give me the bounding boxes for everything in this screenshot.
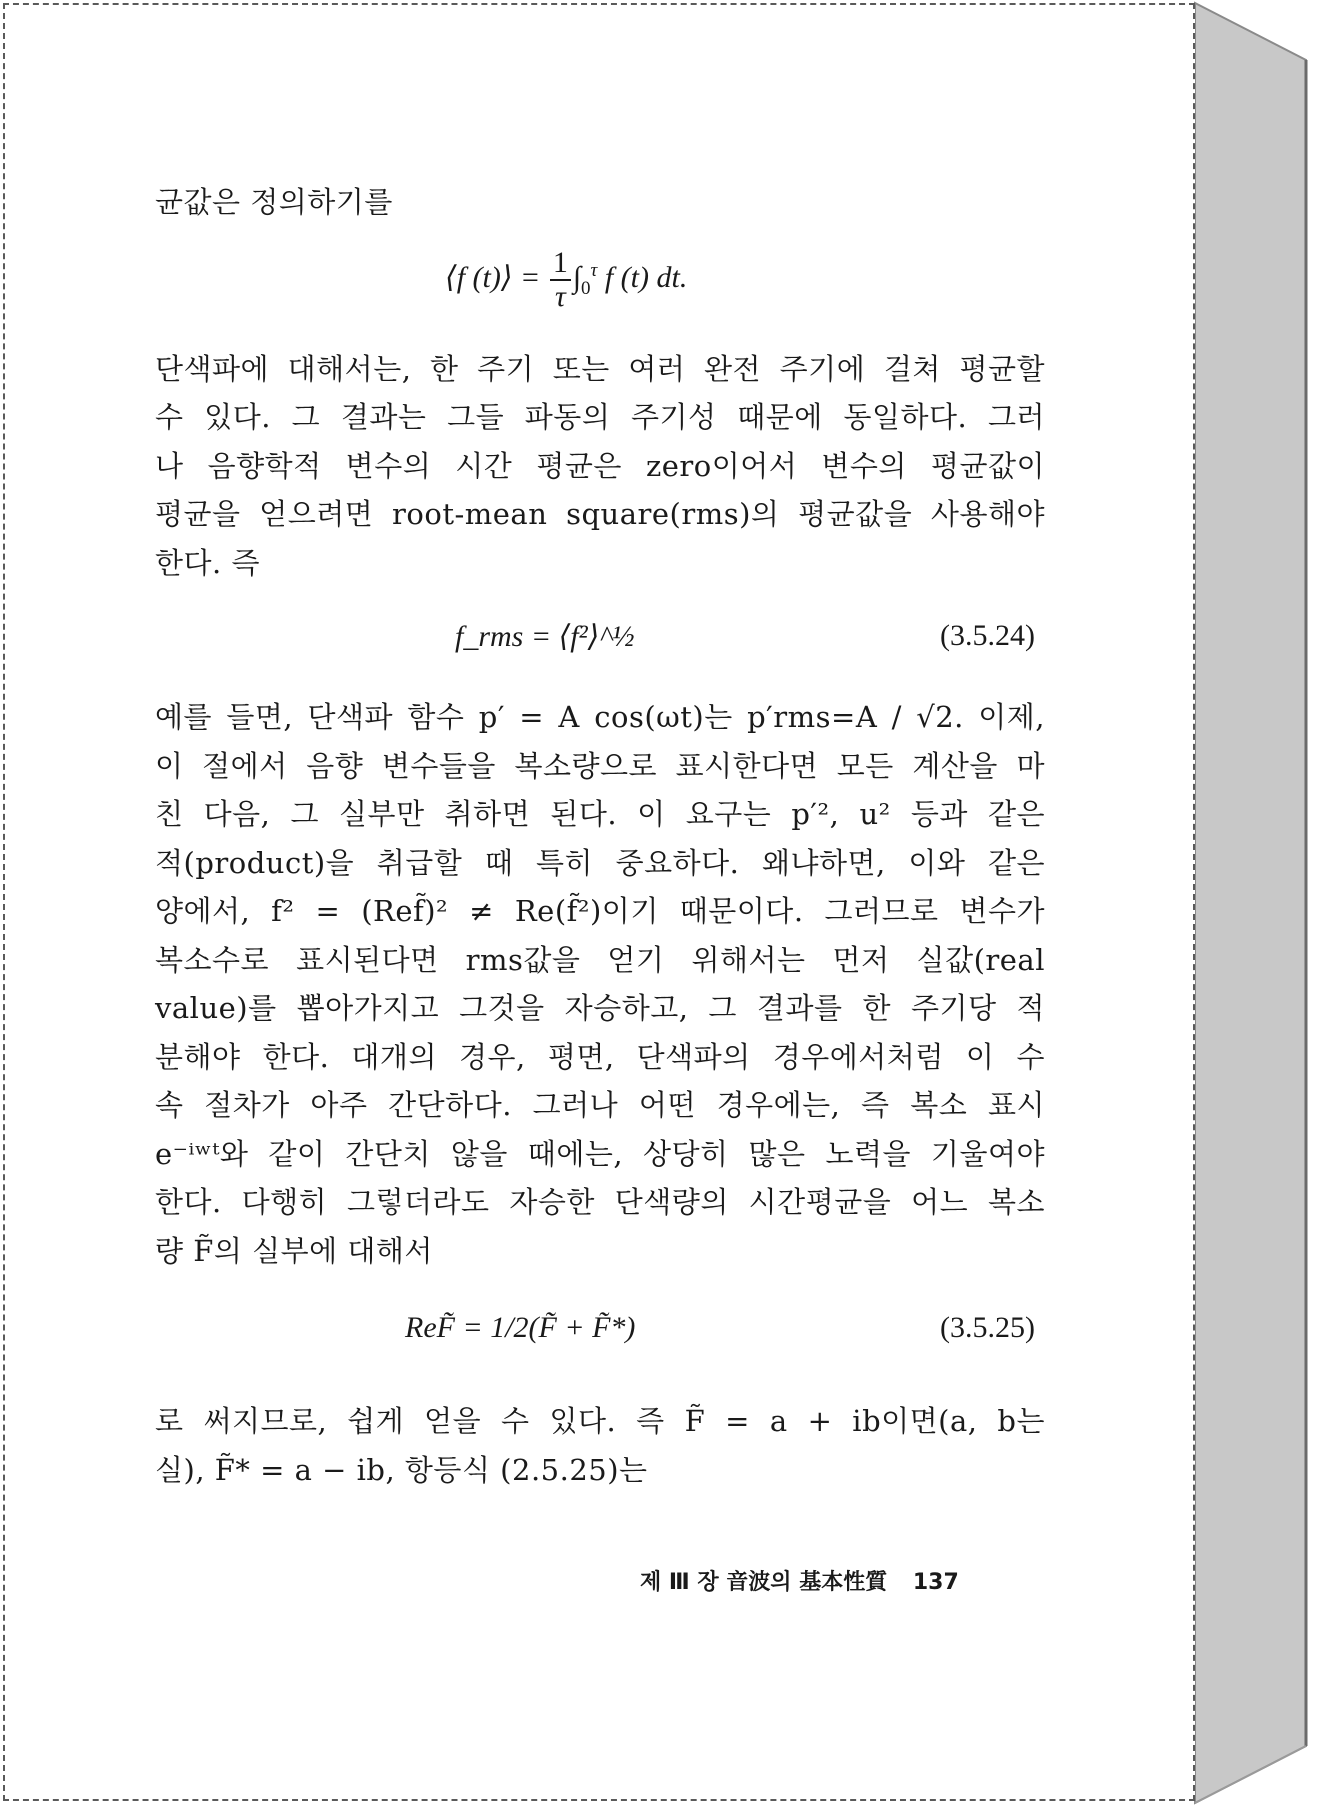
paragraph-2-line: 이 절에서 음향 변수들을 복소량으로 표시한다면 모든 계산을 마 (155, 748, 1045, 783)
paragraph-1-line: 단색파에 대해서는, 한 주기 또는 여러 완전 주기에 걸쳐 평균할 (155, 351, 1045, 386)
paragraph-3-line: 실), F̃* = a − ib, 항등식 (2.5.25)는 (155, 1452, 648, 1487)
intro-line (155, 178, 1045, 227)
intro-text: 균값은 정의하기를 (155, 185, 393, 219)
equation-mean (155, 227, 1045, 325)
equation-real-part (155, 1289, 1045, 1383)
paragraph-3 (155, 1397, 1045, 1494)
paragraph-1-line: 평균을 얻으려면 root-mean square(rms)의 평균값을 사용해야 (155, 497, 1045, 531)
page-content (155, 178, 1045, 1494)
paragraph-2-line: 분해야 한다. 대개의 경우, 평면, 단색파의 경우에서처럼 이 수 (155, 1039, 1045, 1074)
paragraph-2-line: e⁻ⁱʷᵗ와 같이 간단치 않을 때에는, 상당히 많은 노력을 기울여야 (155, 1136, 1045, 1171)
equation-real-part-formula: ReF̃ = 1/2(F̃ + F̃*) (405, 1311, 636, 1344)
paragraph-1-line: 나 음향학적 변수의 시간 평균은 zero이어서 변수의 평균값이 (155, 448, 1045, 483)
paragraph-2-line: 속 절차가 아주 간단하다. 그러나 어떤 경우에는, 즉 복소 표시 (155, 1088, 1045, 1122)
page-footer (640, 1565, 959, 1596)
paragraph-2-line: 한다. 다행히 그렇더라도 자승한 단색량의 시간평균을 어느 복소 (155, 1185, 1045, 1219)
equation-real-part-number: (3.5.25) (940, 1311, 1035, 1344)
footer-chapter: 제 Ⅲ 장 音波의 基本性質 (640, 1570, 888, 1595)
paragraph-2-line: 양에서, f² = (Ref̃)² ≠ Re(f̃²)이기 때문이다. 그러므로 변수가 (155, 894, 1045, 928)
footer-page-number: 137 (912, 1570, 959, 1595)
paragraph-2-line: value)를 뽑아가지고 그것을 자승하고, 그 결과를 한 주기당 적 (155, 991, 1045, 1025)
paragraph-2-line: 예를 들면, 단색파 함수 p′ = A cos(ωt)는 p′rms=A / √2. 이제, (155, 700, 1045, 734)
paragraph-3-line: 로 써지므로, 쉽게 얻을 수 있다. 즉 F̃ = a + ib이면(a, b는 (155, 1404, 1045, 1438)
equation-rms-formula: f_rms = ⟨f²⟩^½ (455, 620, 635, 653)
paragraph-2-line: 복소수로 표시된다면 rms값을 얻기 위해서는 먼저 실값(real (155, 942, 1045, 977)
equation-rms (155, 601, 1045, 687)
paragraph-2-line: 친 다음, 그 실부만 취하면 된다. 이 요구는 p′², u² 등과 같은 (155, 797, 1045, 831)
paragraph-2 (155, 693, 1045, 1275)
paragraph-2-line: 량 F̃의 실부에 대해서 (155, 1233, 433, 1268)
paragraph-1-line: 수 있다. 그 결과는 그들 파동의 주기성 때문에 동일하다. 그러 (155, 400, 1045, 434)
equation-rms-number: (3.5.24) (940, 619, 1035, 652)
equation-mean-formula: ⟨f (t)⟩ = $\frac{1}{\tau}$ $\int_0^\tau$ f (t) dt. (445, 245, 688, 313)
paragraph-1 (155, 345, 1045, 588)
paragraph-2-line: 적(product)을 취급할 때 특히 중요하다. 왜냐하면, 이와 같은 (155, 845, 1045, 880)
paragraph-1-line: 한다. 즉 (155, 545, 260, 580)
